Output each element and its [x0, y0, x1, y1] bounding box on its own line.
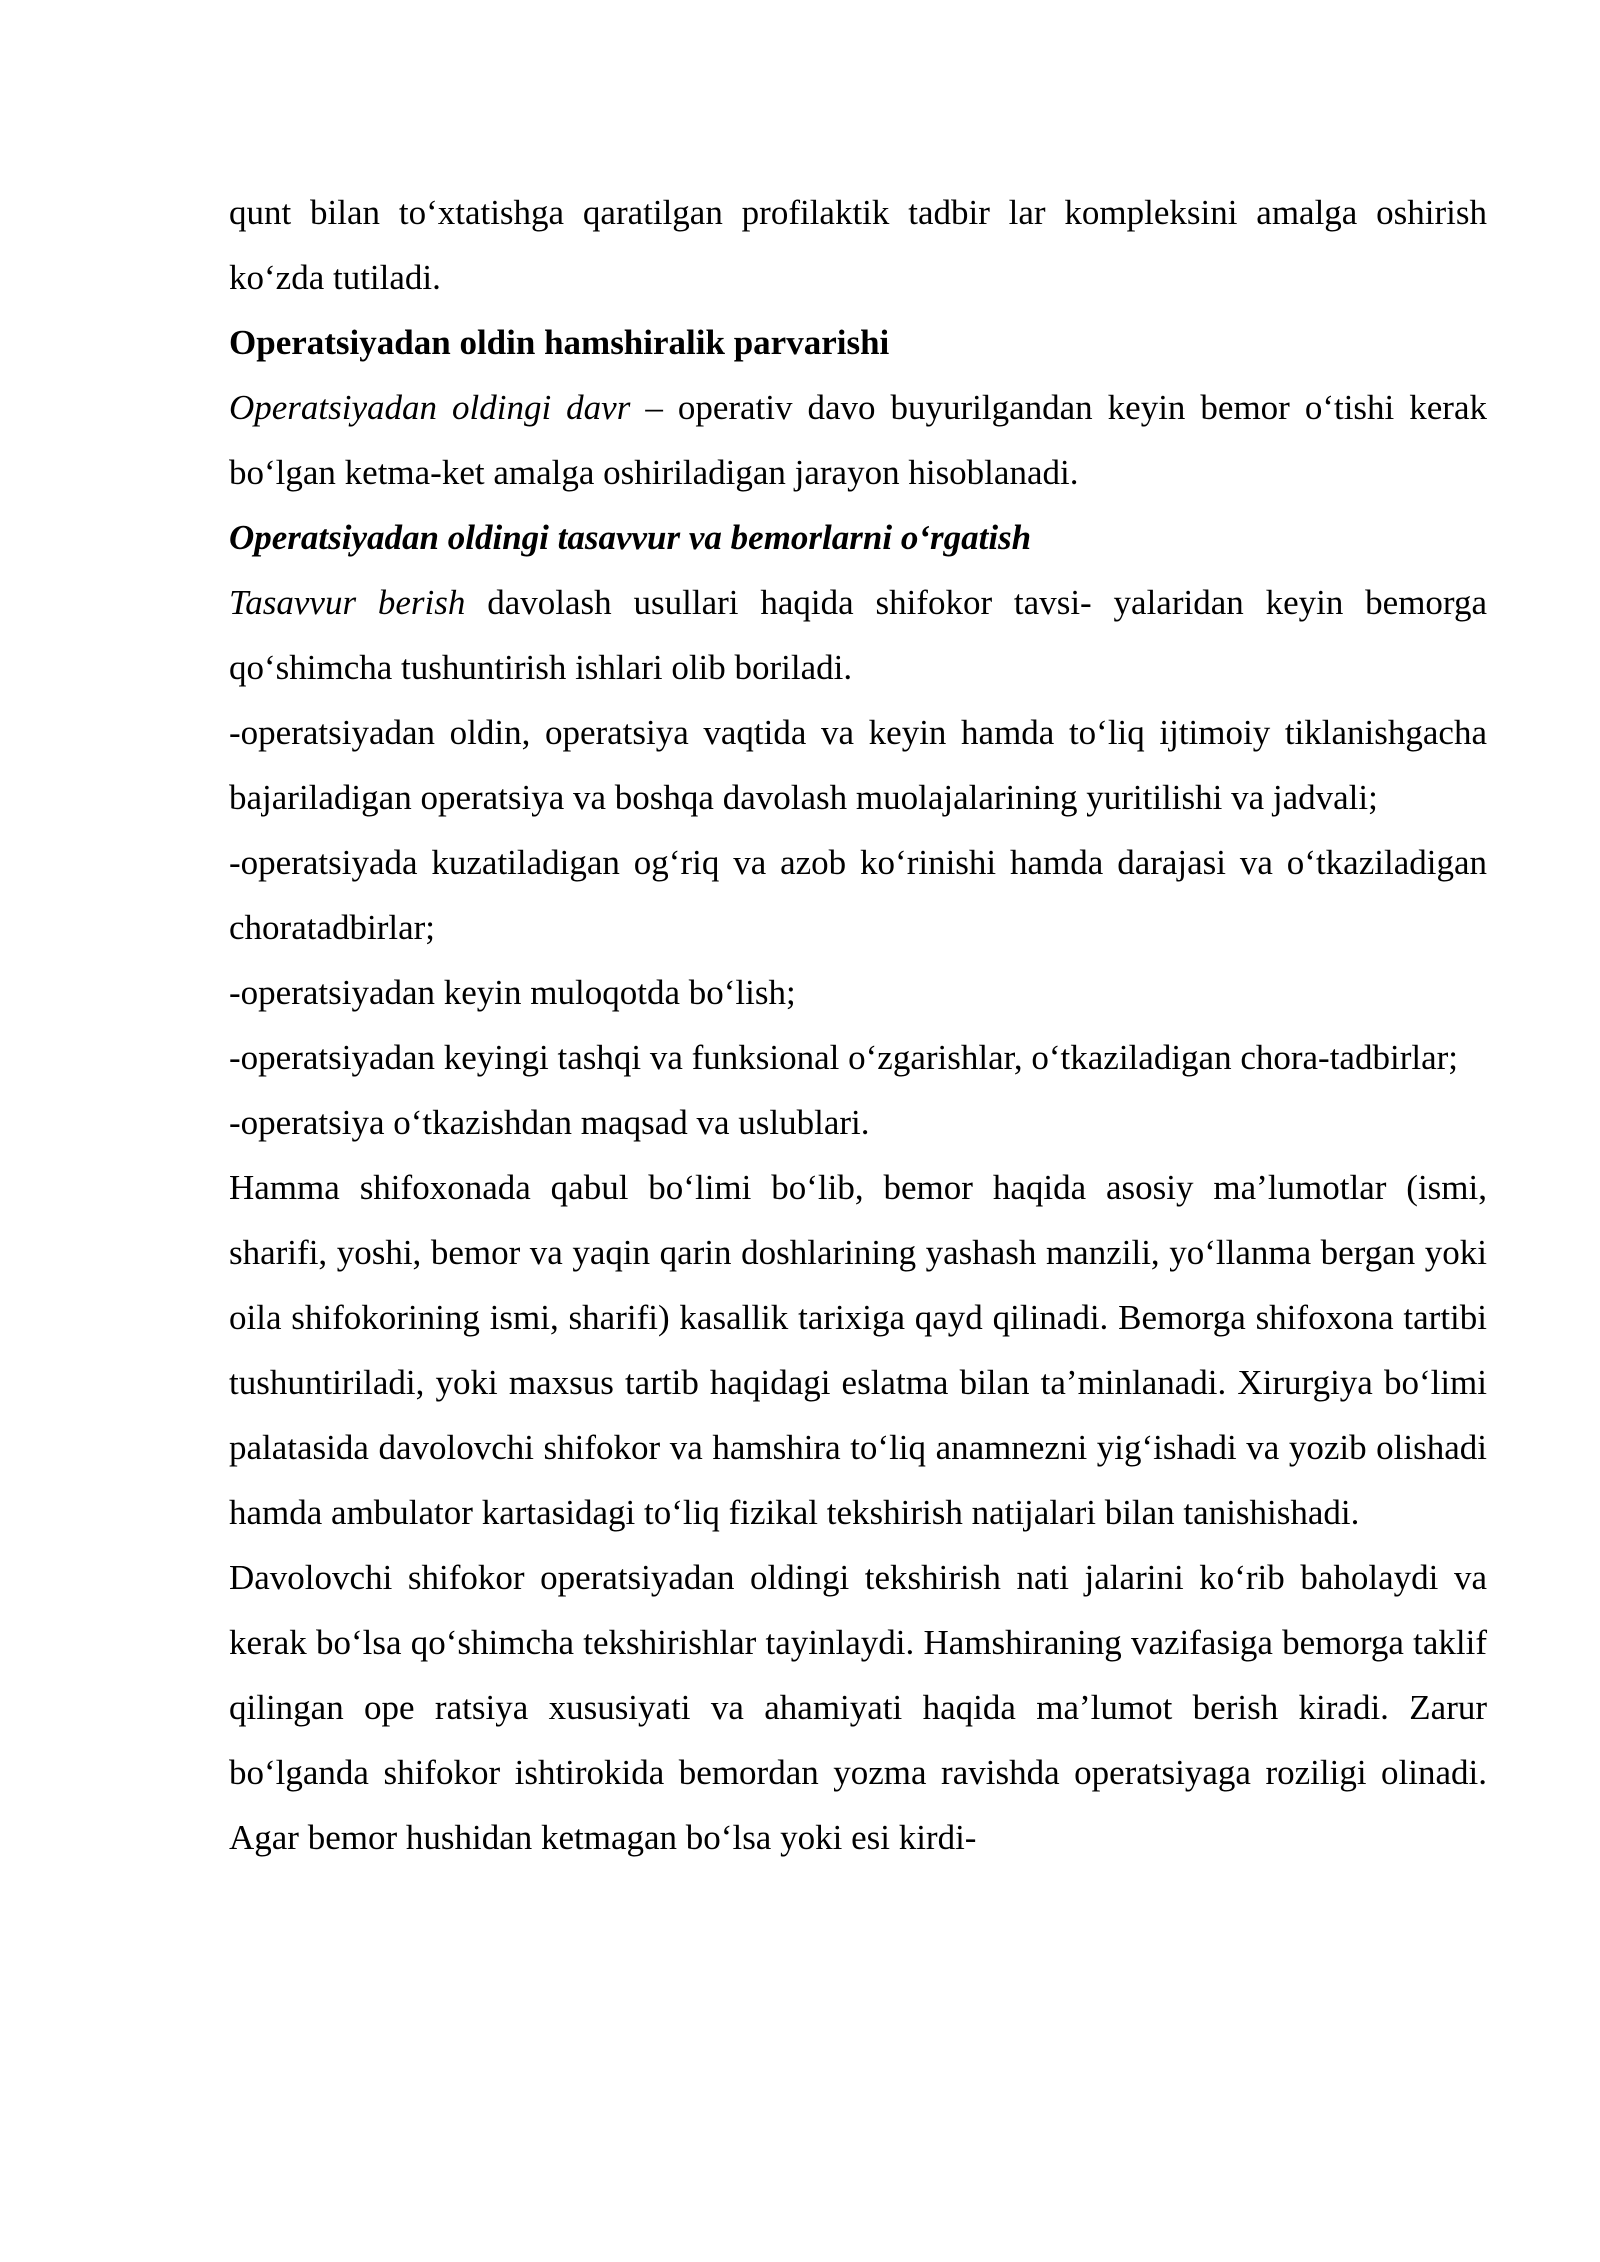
term-informing: Tasavvur berish — [229, 583, 466, 622]
definition-text-informing: davolash usullari haqida shifokor tavsi- yalaridan keyin bemorga qo‘shimcha tushuntirish ishlari olib boriladi. — [229, 583, 1487, 687]
definition-paragraph-preoperative-period — [229, 375, 1487, 505]
list-item: -operatsiyadan oldin, operatsiya vaqtida va keyin hamda to‘liq ijtimoiy tiklanishgacha bajariladigan operatsiya va boshqa davolash muolajalarining yuritilishi va jadvali; — [229, 713, 1487, 817]
definition-paragraph-informing — [229, 570, 1487, 700]
definition-text-preoperative-period: – operativ davo buyurilgandan keyin bemor o‘tishi kerak bo‘lgan ketma-ket amalga oshiriladigan jarayon hisoblanadi. — [229, 388, 1487, 492]
document-page — [229, 180, 1487, 1870]
list-item: -operatsiyadan keyin muloqotda bo‘lish; — [229, 973, 796, 1012]
list-item: -operatsiyada kuzatiladigan og‘riq va azob ko‘rinishi hamda darajasi va o‘tkaziladigan choratadbirlar; — [229, 843, 1487, 947]
term-preoperative-period: Operatsiyadan oldingi davr — [229, 388, 631, 427]
list-item: -operatsiya o‘tkazishdan maqsad va uslublari. — [229, 1103, 870, 1142]
intro-paragraph: qunt bilan to‘xtatishga qaratilgan profilaktik tadbir lar kompleksini amalga oshirish ko‘zda tutiladi. — [229, 193, 1487, 297]
doctor-paragraph: Davolovchi shifokor operatsiyadan oldingi tekshirish nati jalarini ko‘rib baholaydi va kerak bo‘lsa qo‘shimcha tekshirishlar tayinlaydi. Hamshiraning vazifasiga bemorga taklif qilingan ope ratsiya xususiyati va ahamiyati haqida ma’lumot berish kiradi. Zarur bo‘lganda shifokor ishtirokida bemordan yozma ravishda operatsiyaga roziligi olinadi. Agar bemor hushidan ketmagan bo‘lsa yoki esi kirdi- — [229, 1558, 1487, 1857]
section-heading-preoperative-care: Operatsiyadan oldin hamshiralik parvarishi — [229, 323, 890, 362]
admission-paragraph: Hamma shifoxonada qabul bo‘limi bo‘lib, bemor haqida asosiy ma’lumotlar (ismi, sharifi, yoshi, bemor va yaqin qarin doshlarining yashash manzili, yo‘llanma bergan yoki oila shifokorining ismi, sharifi) kasallik tarixiga qayd qilinadi. Bemorga shifoxona tartibi tushuntiriladi, yoki maxsus tartib haqidagi eslatma bilan ta’minlanadi. Xirurgiya bo‘limi palatasida davolovchi shifokor va hamshira to‘liq anamnezni yig‘ishadi va yozib olishadi hamda ambulator kartasidagi to‘liq fizikal tekshirish natijalari bilan tanishishadi. — [229, 1168, 1487, 1532]
list-item: -operatsiyadan keyingi tashqi va funksional o‘zgarishlar, o‘tkaziladigan chora-tadbirlar; — [229, 1038, 1458, 1077]
section-heading-patient-education: Operatsiyadan oldingi tasavvur va bemorlarni o‘rgatish — [229, 518, 1032, 557]
